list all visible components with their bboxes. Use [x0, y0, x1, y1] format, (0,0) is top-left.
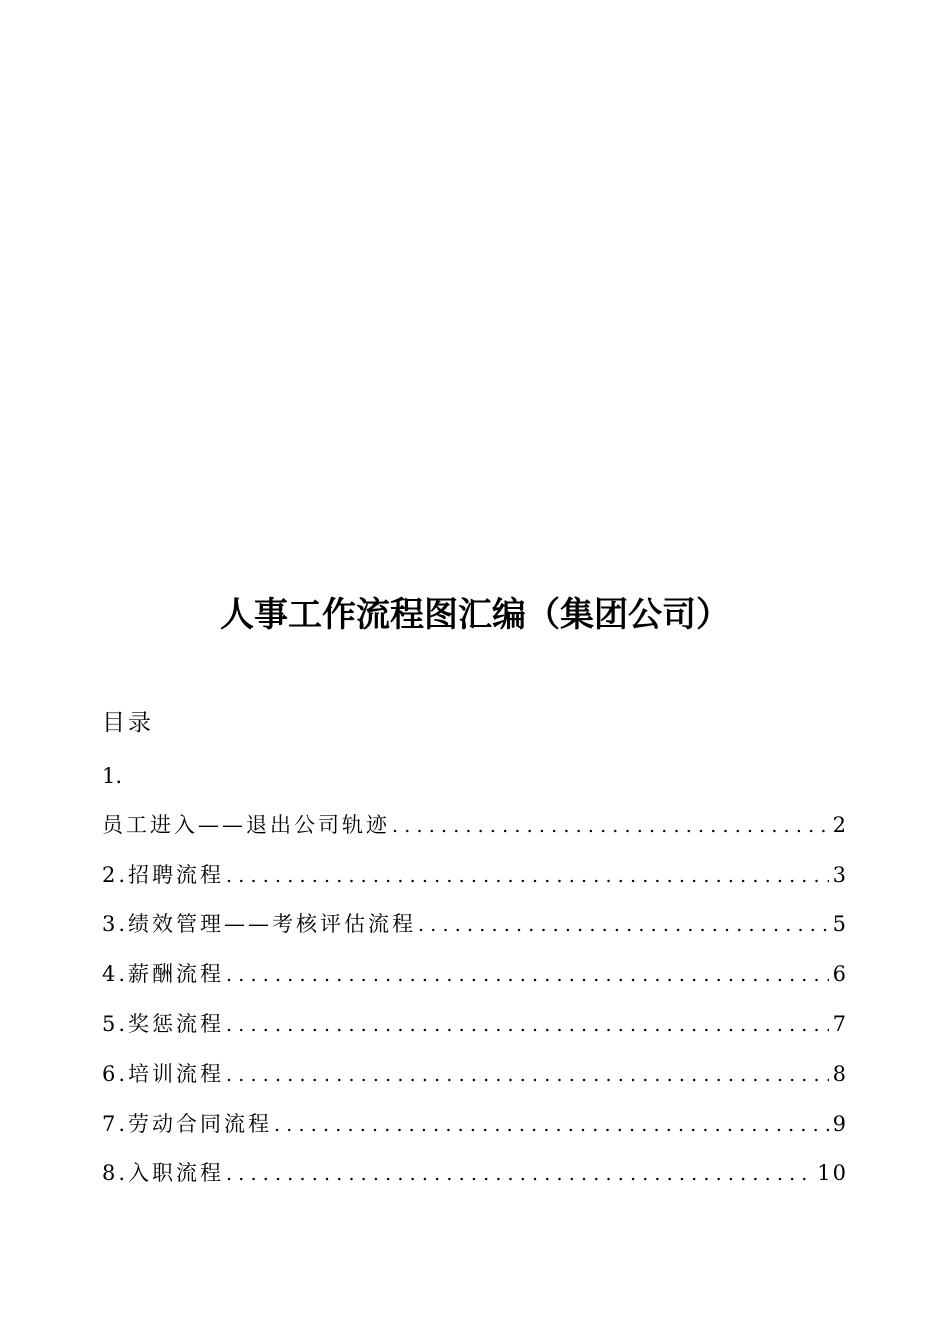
toc-entry-text: 8.入职流程: [102, 1161, 225, 1185]
toc-entry[interactable]: [102, 1007, 848, 1041]
toc-entry-page: 2: [832, 813, 848, 837]
toc-entry[interactable]: [102, 1156, 848, 1190]
toc-leader-dots: [226, 1058, 829, 1091]
toc-entry-page: 10: [817, 1161, 848, 1185]
toc-entry-text: 2.招聘流程: [102, 863, 225, 887]
toc-leader-dots: [226, 1008, 829, 1041]
toc-entry-text: 5.奖惩流程: [102, 1012, 225, 1036]
toc-orphan-number: 1.: [102, 764, 123, 788]
toc-entry[interactable]: [102, 808, 848, 842]
toc-leader-dots: [226, 958, 829, 991]
toc-entry-text: 3.绩效管理——考核评估流程: [102, 912, 417, 936]
toc-entry-text: 6.培训流程: [102, 1062, 225, 1086]
toc-entry-page: 8: [832, 1062, 848, 1086]
toc-entry[interactable]: [102, 907, 848, 941]
toc-entry[interactable]: [102, 1057, 848, 1091]
toc-entry-text: 4.薪酬流程: [102, 962, 225, 986]
toc-entry-text: 员工进入——退出公司轨迹: [102, 813, 390, 837]
toc-entry[interactable]: [102, 858, 848, 892]
toc-entry[interactable]: [102, 957, 848, 991]
toc-entry[interactable]: [102, 1107, 848, 1141]
toc-entry-page: 6: [832, 962, 848, 986]
toc-leader-dots: [226, 1157, 813, 1190]
toc-heading: 目录: [102, 710, 154, 736]
toc-entry-page: 5: [832, 912, 848, 936]
toc-leader-dots: [226, 859, 829, 892]
toc-entry-page: 7: [832, 1012, 848, 1036]
toc-leader-dots: [418, 908, 829, 941]
toc-entry-page: 9: [832, 1112, 848, 1136]
toc-entry-text: 7.劳动合同流程: [102, 1112, 273, 1136]
document-title: 人事工作流程图汇编（集团公司）: [220, 595, 730, 635]
toc-leader-dots: [274, 1108, 829, 1141]
toc-leader-dots: [392, 809, 829, 842]
toc-entry-page: 3: [832, 863, 848, 887]
